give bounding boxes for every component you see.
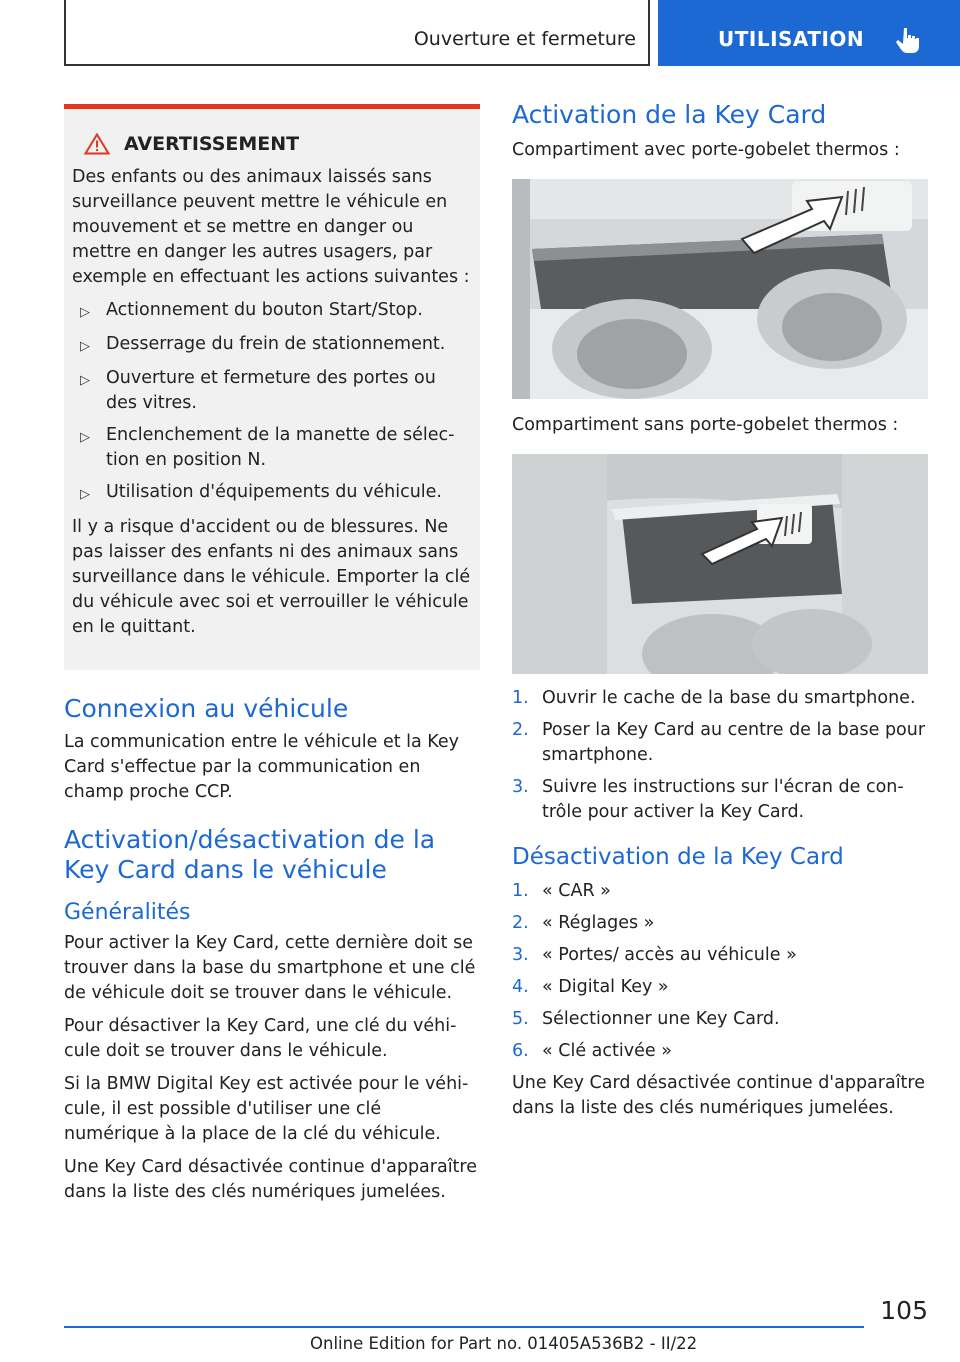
list-item: ▷ Actionnement du bouton Start/Stop. bbox=[72, 298, 472, 325]
list-item: ▷ Ouverture et fermeture des portes ou des vitres. bbox=[72, 366, 472, 416]
triangle-bullet-icon: ▷ bbox=[80, 339, 90, 354]
paragraph: Si la BMW Digital Key est activée pour le véhi-cule, il est possible d'utiliser une clé numérique à la place de la clé du véhicule. bbox=[64, 1074, 469, 1144]
heading-desactivation: Désactivation de la Key Card bbox=[512, 844, 844, 870]
warning-list bbox=[72, 298, 472, 507]
right-column bbox=[512, 100, 928, 1121]
footer-edition: Online Edition for Part no. 01405A536B2 - II/22 bbox=[310, 1334, 698, 1353]
list-item: 5. Sélectionner une Key Card. bbox=[512, 1009, 780, 1029]
list-item: 3. « Portes/ accès au véhicule » bbox=[512, 945, 797, 965]
paragraph: Une Key Card désactivée continue d'apparaître dans la liste des clés numériques jumelées. bbox=[64, 1157, 477, 1202]
paragraph: Pour désactiver la Key Card, une clé du véhi-cule doit se trouver dans le véhicule. bbox=[64, 1016, 457, 1061]
photo-compartment-without-thermos bbox=[512, 454, 928, 674]
warning-triangle-icon bbox=[84, 133, 110, 155]
connexion-text: La communication entre le véhicule et la Key Card s'effectue par la communication en champ proche CCP. bbox=[64, 732, 460, 802]
page-number: 105 bbox=[880, 1296, 928, 1325]
pointing-hand-icon bbox=[896, 26, 920, 54]
paragraph: Pour activer la Key Card, cette dernière doit se trouver dans la base du smartphone et une clé de véhicule doit se trouver dans le véhicule. bbox=[64, 933, 476, 1003]
left-column bbox=[64, 104, 480, 1213]
heading-activation-desactivation: Activation/désactivation de la Key Card dans le véhicule bbox=[64, 825, 436, 884]
desactivation-steps bbox=[512, 879, 928, 1064]
list-item: 6. « Clé activée » bbox=[512, 1041, 672, 1061]
list-item: 1. Ouvrir le cache de la base du smartphone. bbox=[512, 688, 916, 708]
list-item: ▷ Desserrage du frein de stationnement. bbox=[72, 332, 472, 359]
subheading-generalites: Généralités bbox=[64, 900, 191, 925]
list-item: 2. Poser la Key Card au centre de la base pour smartphone. bbox=[512, 720, 926, 765]
triangle-bullet-icon: ▷ bbox=[80, 305, 90, 320]
warning-title bbox=[72, 133, 472, 155]
list-item: ▷ Enclenchement de la manette de sélec-tion en position N. bbox=[72, 423, 472, 473]
heading-activation-key-card: Activation de la Key Card bbox=[512, 100, 827, 129]
header-chapter-label: UTILISATION bbox=[718, 27, 865, 51]
list-item: 4. « Digital Key » bbox=[512, 977, 669, 997]
caption-with-thermos: Compartiment avec porte-gobelet thermos : bbox=[512, 140, 900, 160]
warning-outro: Il y a risque d'accident ou de blessures. Ne pas laisser des enfants ni des animaux sans surveillance dans le véhicule. Emporter la clé du véhicule avec soi et verrouiller le véhicule en le quittant. bbox=[72, 517, 471, 637]
warning-box bbox=[64, 104, 480, 670]
warning-intro: Des enfants ou des animaux laissés sans surveillance peuvent mettre le véhicule en mouvement et se mettre en danger ou mettre en danger les autres usagers, par exemple en effectuant les actions suivantes : bbox=[72, 167, 470, 287]
heading-connexion: Connexion au véhicule bbox=[64, 694, 349, 723]
header-section-box bbox=[64, 0, 650, 66]
list-item: 3. Suivre les instructions sur l'écran de con-trôle pour activer la Key Card. bbox=[512, 777, 904, 822]
list-item: 1. « CAR » bbox=[512, 881, 611, 901]
list-item: 2. « Réglages » bbox=[512, 913, 655, 933]
triangle-bullet-icon: ▷ bbox=[80, 430, 90, 445]
header-chapter-tab bbox=[658, 0, 960, 66]
warning-title-text: AVERTISSEMENT bbox=[124, 133, 300, 155]
triangle-bullet-icon: ▷ bbox=[80, 487, 90, 502]
footer-divider bbox=[64, 1326, 864, 1328]
header-section-title: Ouverture et fermeture bbox=[413, 28, 636, 50]
activation-steps bbox=[512, 686, 928, 825]
photo-compartment-with-thermos bbox=[512, 179, 928, 399]
triangle-bullet-icon: ▷ bbox=[80, 373, 90, 388]
caption-without-thermos: Compartiment sans porte-gobelet thermos : bbox=[512, 415, 899, 435]
desactivation-note: Une Key Card désactivée continue d'apparaître dans la liste des clés numériques jumelées. bbox=[512, 1073, 925, 1118]
list-item: ▷ Utilisation d'équipements du véhicule. bbox=[72, 480, 472, 507]
